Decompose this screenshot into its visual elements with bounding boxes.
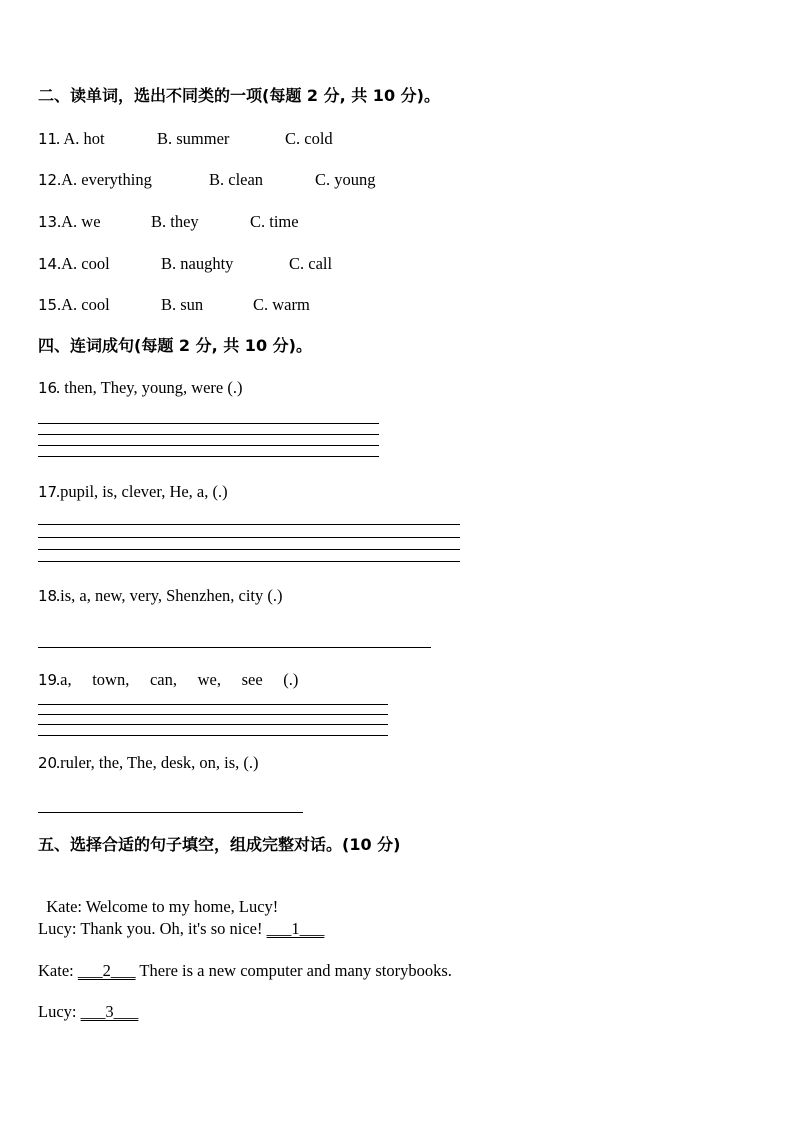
answer-line [38,724,388,725]
answer-line-20[interactable] [38,812,303,813]
blank-1[interactable]: ___1___ [266,919,325,938]
answer-line [38,537,460,538]
blank-2[interactable]: ___2___ [77,961,136,980]
dialogue-text: Kate: Welcome to my home, Lucy! [46,897,279,916]
question-number: 18 [38,587,58,605]
answer-line [38,714,388,715]
option-b: B. sun [161,295,204,314]
option-a: . A. hot [56,129,105,148]
answer-line [38,423,379,424]
section-4-heading: 四、连词成句(每题 2 分, 共 10 分)。 [38,336,312,355]
question-text: .is, a, new, very, Shenzhen, city (.) [56,586,283,605]
question-text: .a, town, can, we, see (.) [56,670,299,689]
option-c: C. cold [285,129,333,148]
dialogue-line-2 [38,919,324,939]
answer-line [38,524,460,525]
option-a: .A. cool [57,295,110,314]
answer-line [38,704,388,705]
answer-line [38,456,379,457]
option-b: B. summer [157,129,230,148]
option-c: C. warm [253,295,310,314]
question-number: 19 [38,671,58,689]
answer-line-18[interactable] [38,647,431,648]
option-a: .A. everything [57,170,152,189]
option-a: .A. we [57,212,101,231]
option-b: B. clean [209,170,264,189]
blank-3[interactable]: ___3___ [80,1002,139,1021]
option-c: C. young [315,170,376,189]
question-text: . then, They, young, were (.) [56,378,243,397]
dialogue-line-4 [38,1002,138,1022]
section-2-heading: 二、读单词，选出不同类的一项(每题 2 分, 共 10 分)。 [38,86,440,105]
dialogue-line-1 [38,877,278,917]
question-number: 15 [38,296,58,314]
option-a: .A. cool [57,254,110,273]
dialogue-text: Lucy: [38,1002,81,1021]
answer-line [38,445,379,446]
answer-line [38,735,388,736]
question-number: 14 [38,255,58,273]
dialogue-text: Lucy: Thank you. Oh, it's so nice! [38,919,267,938]
answer-line [38,434,379,435]
question-text: .ruler, the, The, desk, on, is, (.) [56,753,259,772]
section-5-heading: 五、选择合适的句子填空，组成完整对话。(10 分) [38,835,401,854]
answer-line [38,549,460,550]
dialogue-text: Kate: [38,961,78,980]
question-number: 16 [38,379,58,397]
dialogue-text: There is a new computer and many storybooks. [135,961,452,980]
question-number: 20 [38,754,58,772]
option-c: C. time [250,212,299,231]
option-b: B. naughty [161,254,234,273]
question-text: .pupil, is, clever, He, a, (.) [56,482,228,501]
dialogue-line-3 [38,961,452,981]
option-b: B. they [151,212,199,231]
question-number: 11 [38,130,58,148]
question-number: 17 [38,483,58,501]
question-number: 12 [38,171,58,189]
question-number: 13 [38,213,58,231]
answer-line [38,561,460,562]
option-c: C. call [289,254,333,273]
